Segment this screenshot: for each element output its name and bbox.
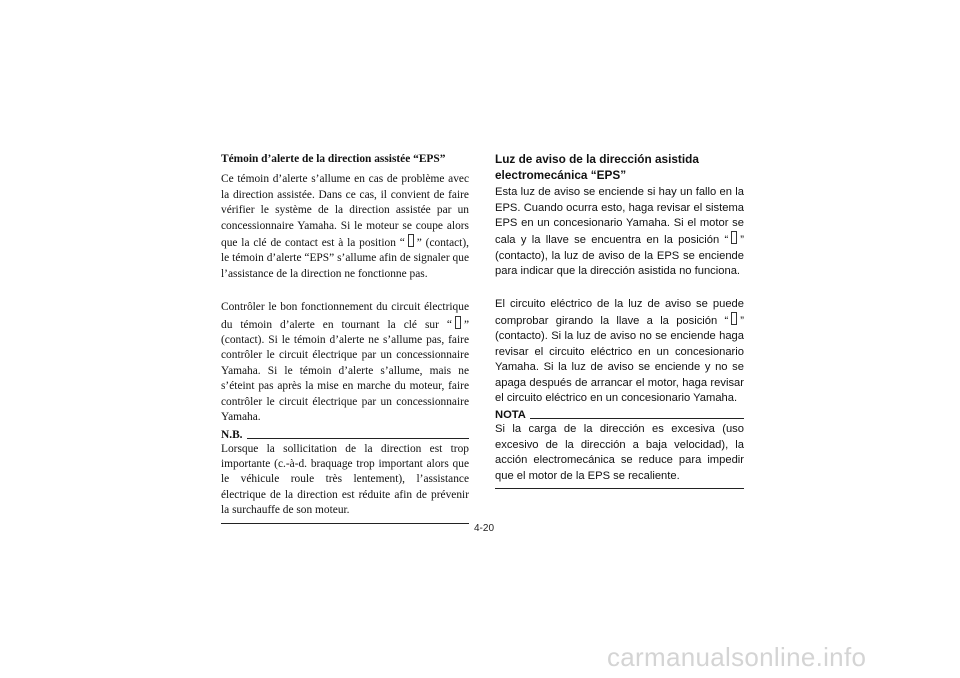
- watermark: carmanualsonline.info: [607, 642, 867, 672]
- note-rule: [247, 438, 469, 439]
- note-end-rule: [221, 523, 469, 524]
- key-on-symbol-icon: [455, 316, 461, 329]
- note-rule: [530, 418, 744, 419]
- spanish-column: [495, 152, 744, 489]
- french-note-header: [221, 428, 469, 442]
- key-on-symbol-icon: [408, 234, 414, 247]
- note-end-rule: [495, 488, 744, 489]
- spanish-paragraph-1: Esta luz de aviso se enciende si hay un fallo en la EPS. Cuando ocurra esto, haga revisar el sistema EPS en un concesionario Yamaha. Si el motor se cala y la llave se encuentra en la posición “ ” (contacto), la luz de aviso de la EPS se enciende para indicar que la dirección asistida no funciona.: [495, 186, 744, 278]
- french-section-title: Témoin d’alerte de la direction assistée “EPS”: [221, 153, 446, 165]
- key-on-symbol-icon: [731, 312, 737, 325]
- spanish-note-label: NOTA: [495, 409, 526, 422]
- french-paragraph-2: Contrôler le bon fonctionnement du circuit électrique du témoin d’alerte en tournant la clé sur “ ” (contact). Si le témoin d’alerte ne s’allume pas, faire contrôler le circuit électrique par un concessionnaire Yamaha. Si le témoin d’alerte s’allume, mais ne s’éteint pas après la mise en marche du moteur, faire contrôler le circuit électrique par un concessionnaire Yamaha.: [221, 301, 469, 424]
- spanish-note-text: Si la carga de la dirección es excesiva (uso excesivo de la dirección a baja velocidad), la acción electromecánica se reduce para impedir que el motor de la EPS se recaliente.: [495, 423, 744, 482]
- french-note-label: N.B.: [221, 428, 243, 441]
- french-column: [221, 152, 469, 524]
- french-note-text: Lorsque la sollicitation de la direction est trop importante (c.-à-d. braquage trop important alors que le véhicule roule très lentement), l’assistance électrique de la direction est réduite afin de prévenir la surchauffe de son moteur.: [221, 442, 469, 517]
- spanish-paragraph-2: El circuito eléctrico de la luz de aviso se puede comprobar girando la llave a la posición “ ” (contacto). Si la luz de aviso no se enciende haga revisar el circuito eléctrico en un concesionario Yamaha. Si la luz de aviso se enciende y no se apaga después de arrancar el motor, haga revisar el circuito eléctrico en un concesionario Yamaha.: [495, 297, 744, 405]
- spanish-note-header: [495, 408, 744, 422]
- key-on-symbol-icon: [731, 231, 737, 244]
- page-number: 4-20: [474, 523, 495, 534]
- spanish-section-title: Luz de aviso de la dirección asistida electromecánica “EPS”: [495, 152, 699, 182]
- french-paragraph-1: Ce témoin d’alerte s’allume en cas de problème avec la direction assistée. Dans ce cas, il convient de faire vérifier le système de la direction assistée par un concessionnaire Yamaha. Si le moteur se coupe alors que la clé de contact est à la position “ ” (contact), le témoin d’alerte “EPS” s’allume afin de signaler que l’assistance de la direction ne fonctionne pas.: [221, 173, 469, 280]
